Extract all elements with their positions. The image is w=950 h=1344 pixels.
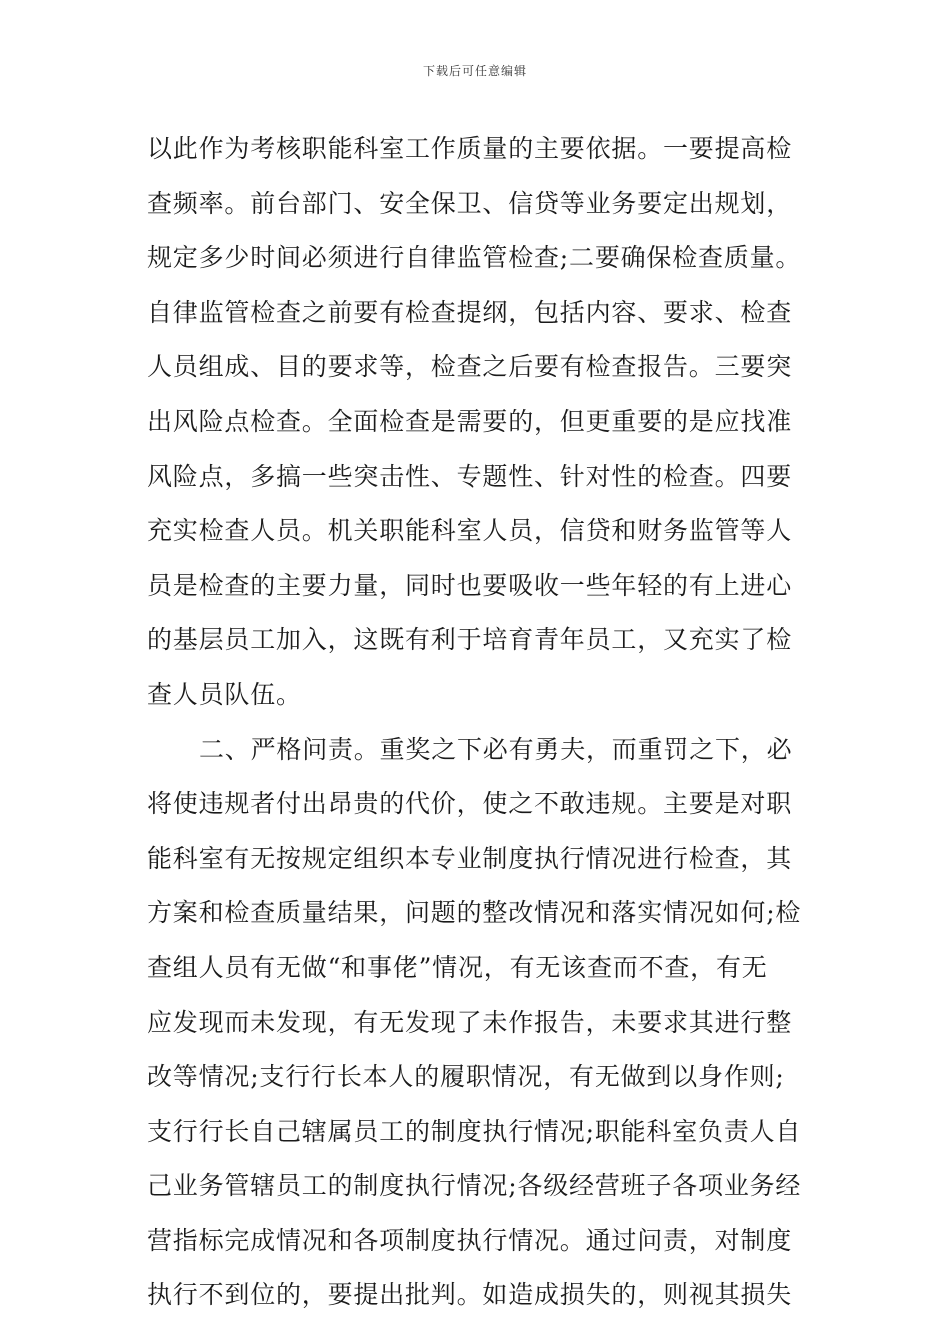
document-body <box>147 122 807 1323</box>
text-line: 出风险点检查。全面检查是需要的，但更重要的是应找准 <box>147 406 793 436</box>
text-line: 人员组成、目的要求等，检查之后要有检查报告。三要突 <box>147 352 793 382</box>
paragraph-first-line: 二、严格问责。重奖之下必有勇夫，而重罚之下，必 <box>199 734 793 764</box>
text-line: 查人员队伍。 <box>147 679 302 709</box>
text-line: 员是检查的主要力量，同时也要吸收一些年轻的有上进心 <box>147 570 793 600</box>
text-line: 方案和检查质量结果，问题的整改情况和落实情况如何;检 <box>147 898 802 928</box>
text-line: 支行行长自己辖属员工的制度执行情况;职能科室负责人自 <box>147 1116 802 1146</box>
text-line: 执行不到位的，要提出批判。如造成损失的，则视其损失 <box>147 1280 793 1310</box>
text-line: 查频率。前台部门、安全保卫、信贷等业务要定出规划， <box>147 188 793 218</box>
text-line: 查组人员有无做“和事佬”情况，有无该查而不查，有无 <box>147 952 768 982</box>
text-line: 改等情况;支行行长本人的履职情况，有无做到以身作则; <box>147 1062 785 1092</box>
text-line: 的基层员工加入，这既有利于培育青年员工，又充实了检 <box>147 625 793 655</box>
text-line: 营指标完成情况和各项制度执行情况。通过问责，对制度 <box>147 1225 793 1255</box>
page-header-note: 下载后可任意编辑 <box>422 64 527 78</box>
text-line: 能科室有无按规定组织本专业制度执行情况进行检查，其 <box>147 843 793 873</box>
text-line: 风险点，多搞一些突击性、专题性、针对性的检查。四要 <box>147 461 793 491</box>
text-line: 己业务管辖员工的制度执行情况;各级经营班子各项业务经 <box>147 1171 802 1201</box>
text-line: 将使违规者付出昂贵的代价，使之不敢违规。主要是对职 <box>147 789 793 819</box>
text-line: 充实检查人员。机关职能科室人员，信贷和财务监管等人 <box>147 516 793 546</box>
text-line: 自律监管检查之前要有检查提纲，包括内容、要求、检查 <box>147 297 793 327</box>
text-line: 规定多少时间必须进行自律监管检查;二要确保检查质量。 <box>147 243 802 273</box>
text-line: 以此作为考核职能科室工作质量的主要依据。一要提高检 <box>147 134 793 163</box>
text-line: 应发现而未发现，有无发现了未作报告，未要求其进行整 <box>147 1007 793 1037</box>
